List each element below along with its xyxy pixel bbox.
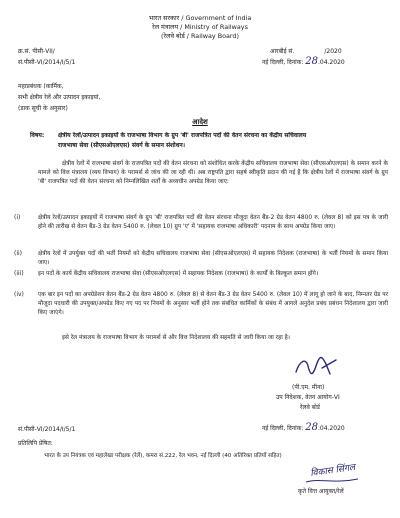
signatory-office: रेलवे बोर्ड: [300, 404, 320, 411]
item-number: (i): [14, 214, 21, 221]
reference-number-hindi: क्र.सं. पीसी-VII/: [18, 48, 55, 55]
item-number: (iv): [14, 291, 24, 298]
rbe-number: आरबीई सं. /2020: [270, 48, 342, 55]
reference-number: सं.पीसी-VI/2014/I/5/1: [18, 59, 76, 66]
copy-recipient: भारत के उप नियंत्रक एवं महालेखा परीक्षक (रेलें), कमरा सं.222, रेल भवन, नई दिल्ली (40 अतिरिक्त प्रतियों सहित): [44, 453, 282, 459]
copy-signature-label: कृते वित्त आयुक्त/रेलें: [298, 488, 344, 495]
copy-heading: प्रतिलिपि प्रेषित:: [18, 440, 53, 447]
signature-image: [292, 352, 340, 382]
copy-signature-handwriting: विकास सिंगल: [309, 462, 356, 480]
list-item: इन पदों के कार्य केंद्रीय सचिवालय राजभाषा सेवा (सीएसओएलएस) में सहायक निदेशक (राजभाषा) के कार्यों के बिल्कुल समान होंगे।: [38, 271, 319, 277]
order-title: आदेश: [192, 118, 208, 126]
signatory-designation: उप निदेशक, वेतन आयोग-VI: [276, 394, 340, 401]
item-number: (ii): [14, 250, 23, 257]
list-item: क्षेत्रीय रेलों में उपर्युक्त पदों की भर्ती नियमों को केंद्रीय सचिवालय राजभाषा सेवा (सीएसओएलएस) में सहायक निदेशक (राजभाषा) के भर्ती नियमों के समान किया जाए।: [38, 251, 388, 266]
signatory-name: (पी.एम. मीना): [292, 384, 325, 391]
list-item: क्षेत्रीय रेलों/उत्पादन इकाइयों में राजभाषा संवर्ग के ग्रुप 'बी' राजपत्रित पदों की वेतन संरचना मौजूदा वेतन बैंड-2 ग्रेड वेतन 4800 रु. (लेवल 8) को इस पत्र के जारी होने की तारीख से वेतन बैंड-3 ग्रेड वेतन 5400 रु. (लेवल 10) ग्रुप 'ए' में 'सहायक राजभाषा अधिकारी' पदनाम के साथ अपग्रेड किया जाए।: [38, 215, 388, 230]
item-number: (iii): [14, 270, 24, 277]
subject-label: विषय:: [30, 132, 45, 139]
copy-date: नई दिल्ली, दिनांक: 28.04.2020: [262, 422, 345, 433]
subject-line-2: राजभाषा सेवा (सीएसओएलएस) संवर्ग के समान संशोधन।: [58, 142, 185, 149]
header-line-3: (रेलवे बोर्ड / Railway Board): [161, 32, 239, 40]
body-paragraph-2: इसे रेल मंत्रालय के राजभाषा विभाग के परामर्श से और वित्त निदेशालय की सहमति से जारी किया जा रहा है।: [62, 335, 290, 341]
addressee-line-1: महाप्रबंधक (कार्मिक,: [18, 83, 64, 90]
issue-date: नई दिल्ली, दिनांक: 28.04.2020: [262, 56, 345, 67]
signature-underline: [304, 476, 360, 486]
addressee-line-3: (डाक सूची के अनुसार): [18, 105, 68, 112]
header-line-2: रेल मंत्रालय / Ministry of Railways: [152, 23, 248, 31]
copy-reference-number: सं.पीसी-VI/2014/I/5/1: [18, 426, 76, 433]
list-item: एक बार इन पदों का अपग्रेडेशन वेतन बैंड-2 ग्रेड वेतन 4800 रु. (लेवल 8) से वेतन बैंड-3 ग्रेड वेतन 5400 रु. (लेवल 10) में लागू हो जाने के बाद, निम्नतर ग्रेड पर मौजूदा पदधारी की उपयुक्त/अपग्रेड किए गए पद पर नियमों के अनुसार भर्ती होने तक संबंधित कार्मिकों के संबंध में आगले अनुदेश प्रबंध प्रबंधन निदेशालय द्वारा जारी किए जाएंगे।: [38, 292, 388, 316]
body-paragraph-1: क्षेत्रीय रेलों में राजभाषा संवर्ग के राजपत्रित पदों की वेतन संरचना को संशोधित करके केंद्रीय सचिवालय राजभाषा सेवा (सीएसओएलएस) के समान करने के मामले को वित्त मंत्रालय (व्यय विभाग) के परामर्श से जांच की जा रही थी। अब राष्ट्रपति द्वारा सहर्ष स्वीकृति प्रदान की गई है कि क्षेत्रीय रेलों में राजभाषा संवर्ग के ग्रुप 'बी' राजपत्रित पदों की वेतन संरचना को निम्नलिखित शर्तों के अध्यधीन अपग्रेड किया जाए:: [38, 161, 388, 185]
header-line-1: भारत सरकार / Government of India: [148, 14, 252, 22]
addressee-line-2: सभी क्षेत्रीय रेलें और उत्पादन इकाइयां,: [18, 94, 101, 101]
subject-line-1: क्षेत्रीय रेलों/उत्पादन इकाइयों के राजभाषा विभाग के ग्रुप 'बी' राजपत्रित पदों की वेतन संरचना का केंद्रीय सचिवालय: [58, 132, 307, 139]
